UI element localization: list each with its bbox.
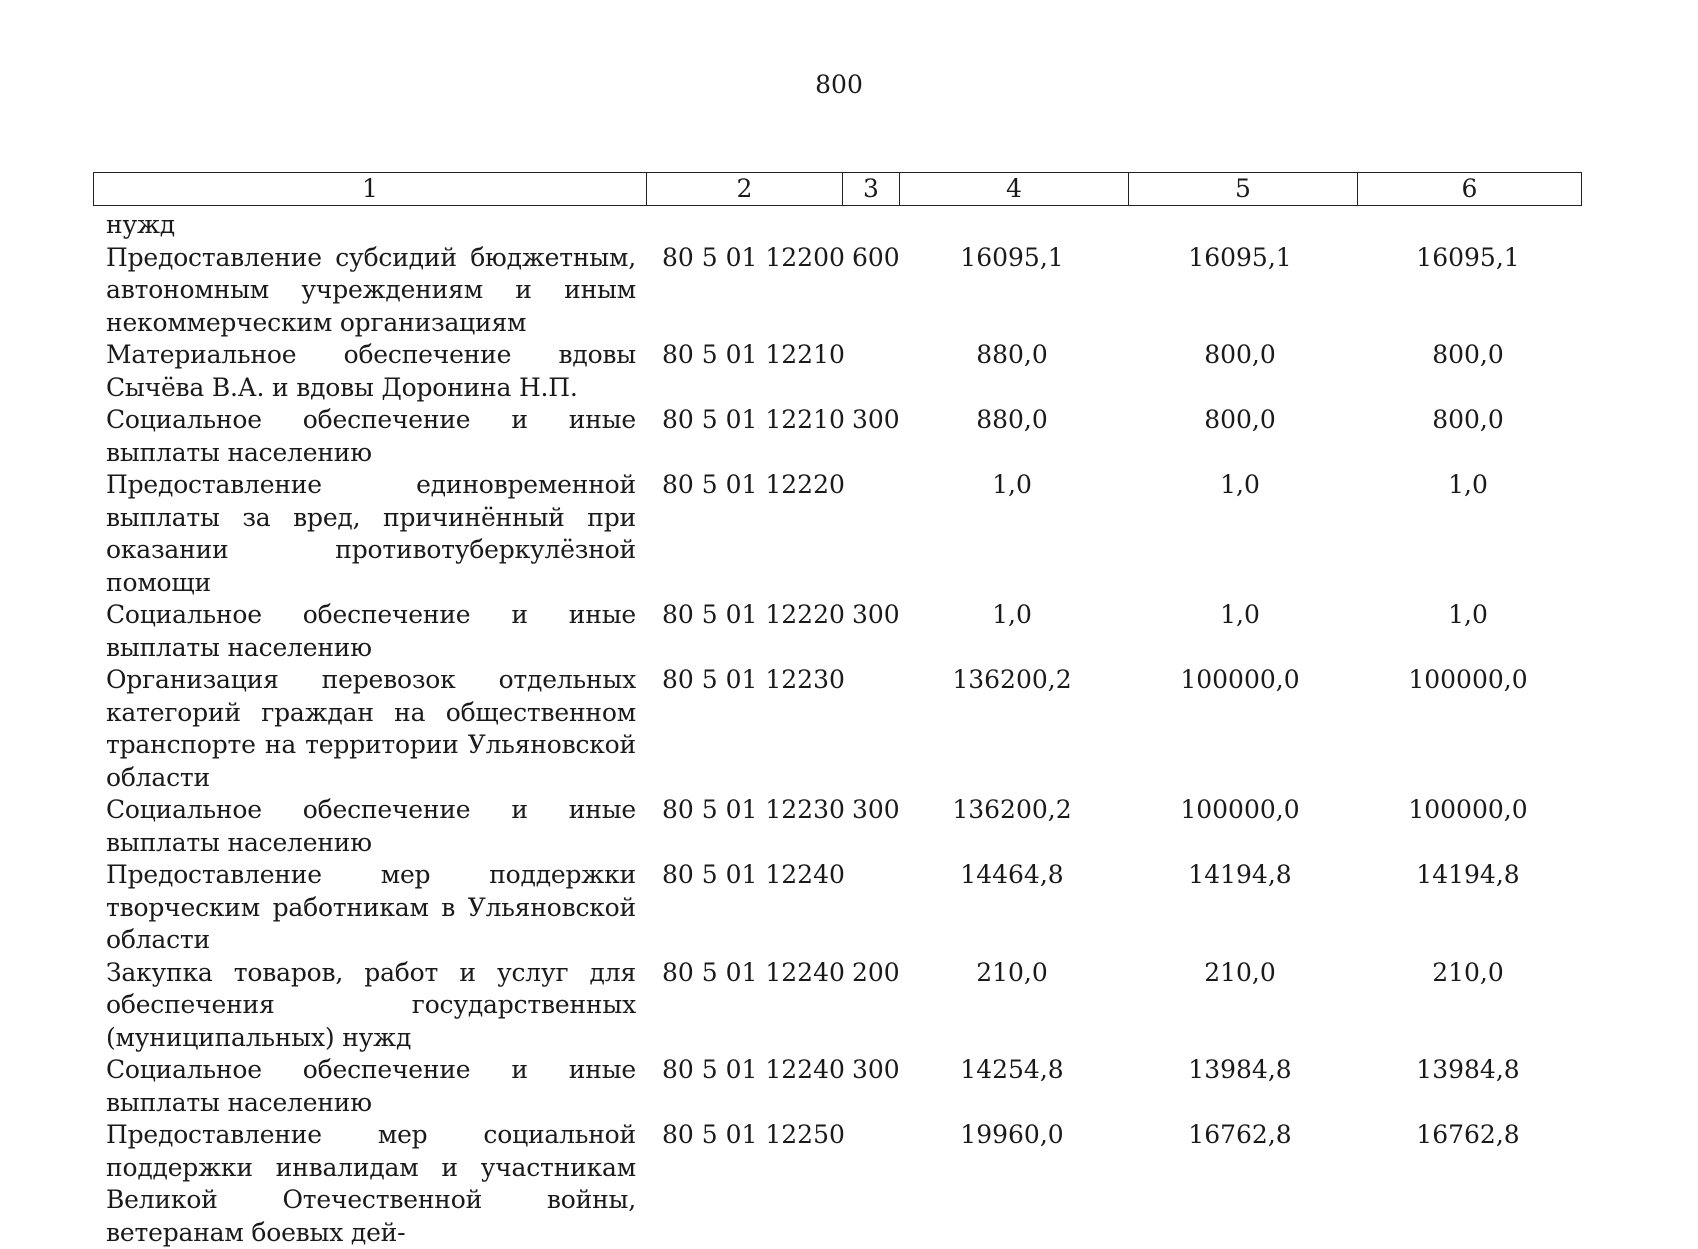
amount-col6-cell: 16762,8 <box>1416 1120 1520 1149</box>
row-name-cell: Предоставление субсидий бюджетным, автономным учреждениям и иным некоммерческим организациям <box>106 242 636 337</box>
kbk-code-cell: 80 5 01 12230 <box>662 795 845 824</box>
column-header-row <box>94 173 1582 206</box>
table-row <box>0 339 1698 404</box>
kbk-code-cell: 80 5 01 12240 <box>662 1055 845 1084</box>
table-row <box>0 242 1698 340</box>
page-number: 800 <box>815 70 863 99</box>
kbk-code-cell: 80 5 01 12210 <box>662 405 845 434</box>
amount-col4-cell: 14254,8 <box>960 1055 1064 1084</box>
table-row <box>0 1119 1698 1249</box>
column-header-4: 4 <box>900 173 1129 206</box>
table-row <box>0 209 1698 242</box>
kbk-code-cell: 80 5 01 12210 <box>662 340 845 369</box>
row-name-cell: Социальное обеспечение и иные выплаты населению <box>106 405 636 467</box>
table-row <box>0 469 1698 599</box>
row-name-cell: Предоставление мер социальной поддержки инвалидам и участникам Великой Отечественной войны, ветеранам боевых дей- <box>106 1120 636 1247</box>
kbk-code-cell: 80 5 01 12250 <box>662 1120 845 1149</box>
amount-col4-cell: 136200,2 <box>952 665 1072 694</box>
row-name-cell: Социальное обеспечение и иные выплаты населению <box>106 600 636 662</box>
table-row <box>0 794 1698 859</box>
amount-col5-cell: 1,0 <box>1220 600 1260 629</box>
amount-col4-cell: 880,0 <box>976 405 1048 434</box>
table-row <box>0 404 1698 469</box>
table-body <box>0 209 1698 1249</box>
amount-col6-cell: 1,0 <box>1448 600 1488 629</box>
amount-col5-cell: 13984,8 <box>1188 1055 1292 1084</box>
expense-type-cell: 600 <box>852 242 900 272</box>
expense-type-cell: 300 <box>852 795 900 824</box>
table-row <box>0 859 1698 957</box>
amount-col6-cell: 100000,0 <box>1408 665 1528 694</box>
table-row <box>0 664 1698 794</box>
amount-col4-cell: 880,0 <box>976 340 1048 369</box>
column-header-2: 2 <box>647 173 843 206</box>
amount-col6-cell: 14194,8 <box>1416 860 1520 889</box>
row-name-cell: Социальное обеспечение и иные выплаты населению <box>106 795 636 857</box>
amount-col4-cell: 1,0 <box>992 600 1032 629</box>
column-header-1: 1 <box>94 173 647 206</box>
amount-col4-cell: 136200,2 <box>952 795 1072 824</box>
amount-col6-cell: 210,0 <box>1432 957 1504 987</box>
amount-col5-cell: 14194,8 <box>1188 860 1292 889</box>
row-name-cell: Закупка товаров, работ и услуг для обеспечения государственных (муниципальных) нужд <box>106 957 636 1052</box>
amount-col4-cell: 19960,0 <box>960 1120 1064 1149</box>
amount-col5-cell: 16762,8 <box>1188 1120 1292 1149</box>
amount-col5-cell: 100000,0 <box>1180 665 1300 694</box>
amount-col5-cell: 210,0 <box>1204 957 1276 987</box>
amount-col5-cell: 16095,1 <box>1188 242 1292 272</box>
table-row <box>0 599 1698 664</box>
kbk-code-cell: 80 5 01 12220 <box>662 470 845 499</box>
column-header-3: 3 <box>843 173 900 206</box>
amount-col6-cell: 100000,0 <box>1408 795 1528 824</box>
row-name-cell: Материальное обеспечение вдовы Сычёва В.А. и вдовы Доронина Н.П. <box>106 340 636 402</box>
amount-col6-cell: 16095,1 <box>1416 242 1520 272</box>
kbk-code-cell: 80 5 01 12200 <box>662 242 845 272</box>
amount-col6-cell: 800,0 <box>1432 340 1504 369</box>
amount-col6-cell: 13984,8 <box>1416 1055 1520 1084</box>
row-name-cell: Организация перевозок отдельных категорий граждан на общественном транспорте на территории Ульяновской области <box>106 665 636 792</box>
amount-col4-cell: 16095,1 <box>960 242 1064 272</box>
table-row <box>0 957 1698 1055</box>
expense-type-cell: 300 <box>852 405 900 434</box>
kbk-code-cell: 80 5 01 12220 <box>662 600 845 629</box>
amount-col5-cell: 100000,0 <box>1180 795 1300 824</box>
amount-col6-cell: 1,0 <box>1448 470 1488 499</box>
amount-col5-cell: 800,0 <box>1204 340 1276 369</box>
expense-type-cell: 200 <box>852 957 900 987</box>
table-row <box>0 1054 1698 1119</box>
expense-type-cell: 300 <box>852 1055 900 1084</box>
amount-col5-cell: 800,0 <box>1204 405 1276 434</box>
column-header-5: 5 <box>1129 173 1358 206</box>
kbk-code-cell: 80 5 01 12240 <box>662 957 845 987</box>
kbk-code-cell: 80 5 01 12240 <box>662 860 845 889</box>
row-name-cell: Предоставление мер поддержки творческим работникам в Ульяновской области <box>106 860 636 954</box>
row-name-cell: нужд <box>106 210 175 239</box>
row-name-cell: Предоставление единовременной выплаты за вред, причинённый при оказании противотуберкулёзной помощи <box>106 470 636 597</box>
amount-col6-cell: 800,0 <box>1432 405 1504 434</box>
row-name-cell: Социальное обеспечение и иные выплаты населению <box>106 1055 636 1117</box>
amount-col4-cell: 210,0 <box>976 957 1048 987</box>
amount-col4-cell: 14464,8 <box>960 860 1064 889</box>
column-header-table <box>93 172 1582 206</box>
expense-type-cell: 300 <box>852 600 900 629</box>
column-header-6: 6 <box>1358 173 1582 206</box>
amount-col4-cell: 1,0 <box>992 470 1032 499</box>
amount-col5-cell: 1,0 <box>1220 470 1260 499</box>
kbk-code-cell: 80 5 01 12230 <box>662 665 845 694</box>
